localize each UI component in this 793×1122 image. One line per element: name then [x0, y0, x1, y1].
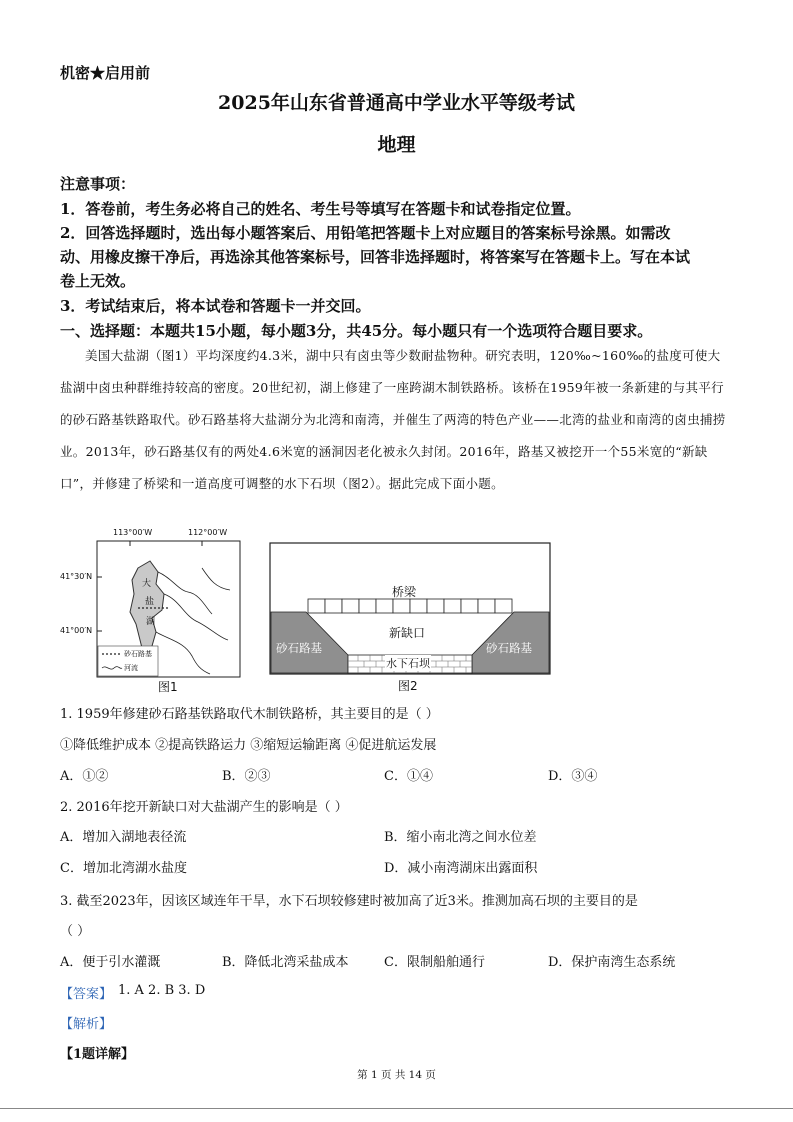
q2-stem: 2. 2016年挖开新缺口对大盐湖产生的影响是（ ）: [60, 800, 348, 815]
lon-label-1: 113°00′W: [113, 528, 153, 537]
right-road-label: 砂石路基: [486, 641, 532, 655]
q1-option-b: B．②③: [222, 769, 271, 784]
notice-heading: 注意事项：: [60, 175, 136, 193]
q1-option-c: C．①④: [384, 769, 433, 784]
q1-items: ①降低维护成本 ②提高铁路运力 ③缩短运输距离 ④促进航运发展: [60, 738, 437, 753]
left-road-label: 砂石路基: [276, 641, 322, 655]
analysis-label: 【解析】: [60, 1017, 113, 1032]
exam-title: 2025年山东省普通高中学业水平等级考试: [218, 92, 575, 114]
q3-option-d: D．保护南湾生态系统: [548, 955, 676, 970]
notice-item-3: 3．考试结束后，将本试卷和答题卡一并交回。: [60, 297, 371, 315]
legend-road-label: 砂石路基: [124, 650, 152, 658]
answer-label: 【答案】: [60, 987, 113, 1002]
q3-paren: （ ）: [60, 924, 91, 939]
figure-1-map: [60, 528, 250, 694]
section-heading: 一、选择题：本题共15小题，每小题3分，共45分。每小题只有一个选项符合题目要求。: [60, 322, 653, 340]
lake-char-3: 湖: [146, 617, 156, 627]
legend-river-label: 河流: [124, 664, 138, 672]
figure-2-diagram: [268, 541, 552, 696]
q1-stem: 1. 1959年修建砂石路基铁路取代木制铁路桥，其主要目的是（ ）: [60, 707, 439, 722]
gap-label: 新缺口: [389, 626, 426, 640]
notice-item-2-line3: 卷上无效。: [60, 272, 136, 290]
secret-label: 机密★启用前: [60, 64, 151, 82]
passage-text: 美国大盐湖（图1）平均深度约4.3米，湖中只有卤虫等少数耐盐物种。研究表明，120‰~160‰的盐度可使大盐湖中卤虫种群维持较高的密度。20世纪初，湖上修建了一座跨湖木制铁路桥。该桥在1959年被一条新建的与其平行的砂石路基铁路取代。砂石路基将大盐湖分为北湾和南湾，并催生了两湾的特色产业——北湾的盐业和南湾的卤虫捕捞业。2013年，砂石路基仅有的两处4.6米宽的涵洞因老化被永久封闭。2016年，路基又被挖开一个55米宽的“新缺口”，并修建了桥梁和一道高度可调整的水下石坝（图2）。据此完成下面小题。: [60, 348, 726, 491]
subject-title: 地理: [377, 134, 416, 156]
q3-option-c: C．限制船舶通行: [384, 955, 485, 970]
q1-option-d: D．③④: [548, 769, 598, 784]
lon-label-2: 112°00′W: [188, 528, 228, 537]
answer-values: 1. A 2. B 3. D: [118, 983, 206, 998]
q3-option-b: B．降低北湾采盐成本: [222, 955, 349, 970]
lat-label-2: 41°00′N: [60, 626, 93, 635]
q3-option-a: A．便于引水灌溉: [60, 955, 161, 970]
q2-option-c: C．增加北湾湖水盐度: [60, 861, 187, 876]
map-svg: [60, 528, 250, 694]
q1-option-a: A．①②: [60, 769, 109, 784]
lat-label-1: 41°30′N: [60, 572, 93, 581]
notice-item-2-line2: 动、用橡皮擦干净后，再选涂其他答案标号，回答非选择题时，将答案写在答题卡上。写在本试: [60, 248, 691, 266]
q3-stem: 3. 截至2023年，因该区域连年干旱，水下石坝较修建时被加高了近3米。推测加高石坝的主要目的是: [60, 894, 638, 909]
lake-char-2: 盐: [145, 597, 155, 607]
figure-1-caption: 图1: [158, 680, 178, 694]
q2-option-a: A．增加入湖地表径流: [60, 830, 187, 845]
bridge-deck: [308, 599, 512, 613]
q2-option-d: D．减小南湾湖床出露面积: [384, 861, 538, 876]
page-number: 第 1 页 共 14 页: [357, 1069, 436, 1081]
figure-2-caption: 图2: [398, 679, 418, 693]
notice-item-2-line1: 2．回答选择题时，选出每小题答案后、用铅笔把答题卡上对应题目的答案标号涂黑。如需改: [60, 224, 671, 242]
bridge-label: 桥梁: [392, 585, 417, 599]
q2-option-b: B．缩小南北湾之间水位差: [384, 830, 537, 845]
footer-divider: [0, 1108, 793, 1109]
dam-label: 水下石坝: [386, 657, 430, 670]
detail-label: 【1题详解】: [60, 1047, 135, 1062]
notice-item-1: 1．答卷前，考生务必将自己的姓名、考生号等填写在答题卡和试卷指定位置。: [60, 200, 581, 218]
lake-char-1: 大: [142, 579, 152, 589]
diagram-svg: [268, 541, 552, 696]
